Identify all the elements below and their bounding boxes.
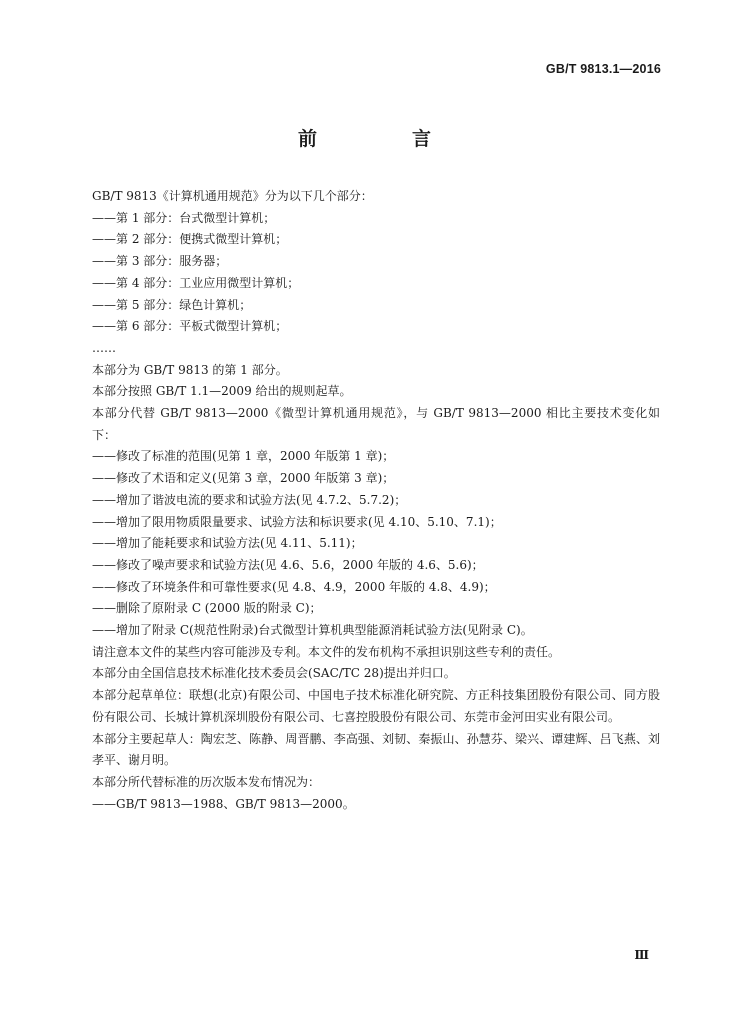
paragraph-changes: 本部分代替 GB/T 9813—2000《微型计算机通用规范》，与 GB/T 9813—2000 相比主要技术变化如下： bbox=[92, 406, 660, 442]
page-number: Ⅲ bbox=[634, 948, 649, 962]
list-item: ——第 1 部分：台式微型计算机； bbox=[92, 210, 276, 225]
list-item: ——增加了限用物质限量要求、试验方法和标识要求(见 4.10、5.10、7.1)； bbox=[92, 514, 502, 529]
paragraph: 本部分按照 GB/T 1.1—2009 给出的规则起草。 bbox=[92, 384, 352, 399]
paragraph: 本部分由全国信息技术标准化技术委员会(SAC/TC 28)提出并归口。 bbox=[92, 666, 456, 681]
list-item: ——修改了环境条件和可靠性要求(见 4.8、4.9，2000 年版的 4.8、4.9)； bbox=[92, 579, 496, 594]
foreword-body bbox=[68, 186, 660, 815]
list-item: ——第 2 部分：便携式微型计算机； bbox=[92, 232, 288, 247]
list-item: ——增加了附录 C(规范性附录)台式微型计算机典型能源消耗试验方法(见附录 C)。 bbox=[92, 623, 533, 638]
list-item: ——修改了标准的范围(见第 1 章，2000 年版第 1 章)； bbox=[92, 449, 395, 464]
list-item: ——第 4 部分：工业应用微型计算机； bbox=[92, 275, 300, 290]
paragraph-patent: 请注意本文件的某些内容可能涉及专利。本文件的发布机构不承担识别这些专利的责任。 bbox=[92, 644, 561, 659]
list-item: ——GB/T 9813—1988、GB/T 9813—2000。 bbox=[92, 796, 355, 811]
list-item: ——第 3 部分：服务器； bbox=[92, 254, 228, 269]
standard-code: GB/T 9813.1—2016 bbox=[545, 62, 661, 76]
paragraph-drafting-units: 本部分起草单位：联想(北京)有限公司、中国电子技术标准化研究院、方正科技集团股份有限公司、同方股份有限公司、长城计算机深圳股份有限公司、七喜控股股份有限公司、东莞市金河田实业有限公司。 bbox=[92, 688, 660, 724]
list-item: ——修改了术语和定义(见第 3 章，2000 年版第 3 章)； bbox=[92, 471, 395, 486]
page-title: 前 言 bbox=[297, 128, 469, 150]
paragraph-drafters: 本部分主要起草人：陶宏芝、陈静、周晋鹏、李高强、刘韧、秦振山、孙慧芬、梁兴、谭建辉、吕飞燕、刘孝平、谢月明。 bbox=[92, 731, 660, 768]
paragraph-intro: GB/T 9813《计算机通用规范》分为以下几个部分： bbox=[92, 189, 373, 203]
paragraph: 本部分为 GB/T 9813 的第 1 部分。 bbox=[92, 362, 288, 377]
list-item: ——增加了能耗要求和试验方法(见 4.11、5.11)； bbox=[92, 536, 363, 551]
paragraph: 本部分所代替标准的历次版本发布情况为： bbox=[92, 774, 321, 789]
list-item: ——增加了谐波电流的要求和试验方法(见 4.7.2、5.7.2)； bbox=[92, 492, 407, 507]
ellipsis: …… bbox=[92, 340, 116, 355]
list-item: ——修改了噪声要求和试验方法(见 4.6、5.6，2000 年版的 4.6、5.6)； bbox=[92, 557, 484, 572]
list-item: ——删除了原附录 C (2000 版的附录 C)； bbox=[92, 601, 322, 616]
list-item: ——第 6 部分：平板式微型计算机； bbox=[92, 319, 288, 334]
list-item: ——第 5 部分：绿色计算机； bbox=[92, 297, 252, 312]
